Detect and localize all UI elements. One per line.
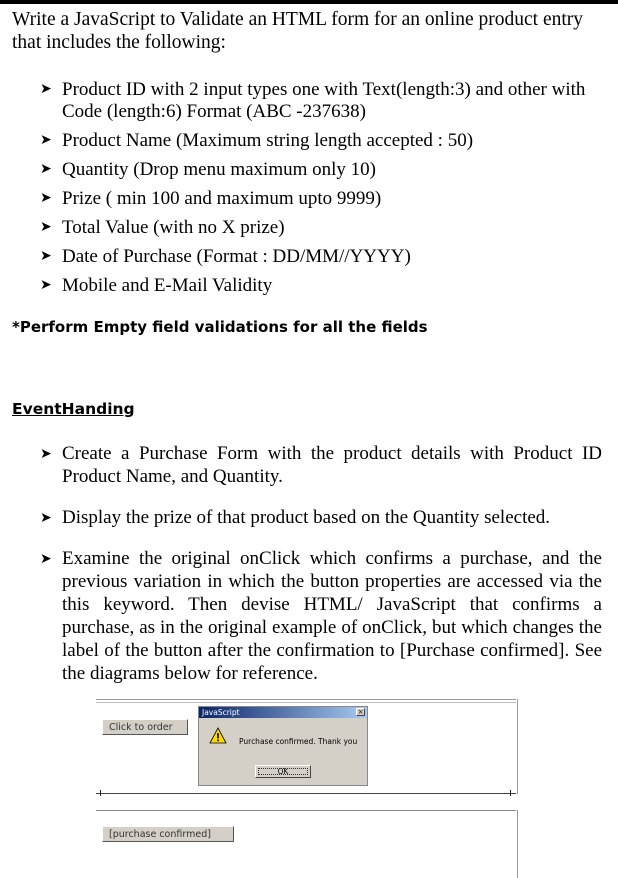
diagram-divider xyxy=(510,790,511,796)
diagram-border xyxy=(96,810,516,811)
ok-button[interactable]: OK xyxy=(255,765,311,778)
event-handling-heading: EventHanding xyxy=(12,400,135,418)
list-item: ➤ Product ID with 2 input types one with Text(length:3) and other with Code (length:6) Format (ABC -237638) xyxy=(40,79,586,122)
arrow-bullet-icon: ➤ xyxy=(40,82,52,97)
list-item: ➤ Create a Purchase Form with the product details with Product ID Product Name, and Quantity. xyxy=(40,443,602,487)
list-item: ➤ Prize ( min 100 and maximum upto 9999) xyxy=(40,188,382,209)
arrow-bullet-icon: ➤ xyxy=(40,278,52,293)
list-item: ➤ Product Name (Maximum string length accepted : 50) xyxy=(40,130,474,151)
diagram-border xyxy=(517,810,518,878)
diagram-divider xyxy=(100,790,101,796)
javascript-alert-dialog xyxy=(198,706,368,786)
requirements-list xyxy=(40,79,600,304)
list-item: ➤ Mobile and E-Mail Validity xyxy=(40,275,273,296)
dialog-titlebar xyxy=(199,707,367,718)
arrow-bullet-icon: ➤ xyxy=(40,552,52,567)
dialog-message: Purchase confirmed. Thank you xyxy=(239,737,358,746)
diagram-border xyxy=(96,702,516,703)
diagram-divider xyxy=(96,793,516,794)
list-item: ➤ Display the prize of that product based on the Quantity selected. xyxy=(40,507,551,528)
warning-icon xyxy=(209,727,227,745)
arrow-bullet-icon: ➤ xyxy=(40,249,52,264)
arrow-bullet-icon: ➤ xyxy=(40,511,52,526)
list-item: ➤ Quantity (Drop menu maximum only 10) xyxy=(40,159,376,180)
arrow-bullet-icon: ➤ xyxy=(40,191,52,206)
click-to-order-button[interactable]: Click to order xyxy=(102,719,188,735)
list-item: ➤ Total Value (with no X prize) xyxy=(40,217,285,238)
list-item: ➤ Examine the original onClick which confirms a purchase, and the previous variation in which the button properties are accessed via the this keyword. Then devise HTML/ JavaScript that confirms a purchase, as in the original example of onClick, but which changes the label of the button after the confirmation to [Purchase confirmed]. See the diagrams below for reference. xyxy=(40,548,602,684)
top-rule xyxy=(0,0,618,4)
purchase-confirmed-button[interactable]: [purchase confirmed] xyxy=(102,826,234,842)
arrow-bullet-icon: ➤ xyxy=(40,447,52,462)
close-icon[interactable]: × xyxy=(357,708,364,716)
diagram-border xyxy=(517,699,518,794)
diagram-border xyxy=(96,699,516,700)
list-item: ➤ Date of Purchase (Format : DD/MM//YYYY) xyxy=(40,246,411,267)
event-list xyxy=(40,442,602,703)
arrow-bullet-icon: ➤ xyxy=(40,162,52,177)
dialog-title: JavaScript xyxy=(202,708,240,717)
empty-field-note: *Perform Empty field validations for all the fields xyxy=(12,318,428,336)
arrow-bullet-icon: ➤ xyxy=(40,220,52,235)
task-title: Write a JavaScript to Validate an HTML form for an online product entry that includes the following: xyxy=(12,9,584,53)
arrow-bullet-icon: ➤ xyxy=(40,133,52,148)
